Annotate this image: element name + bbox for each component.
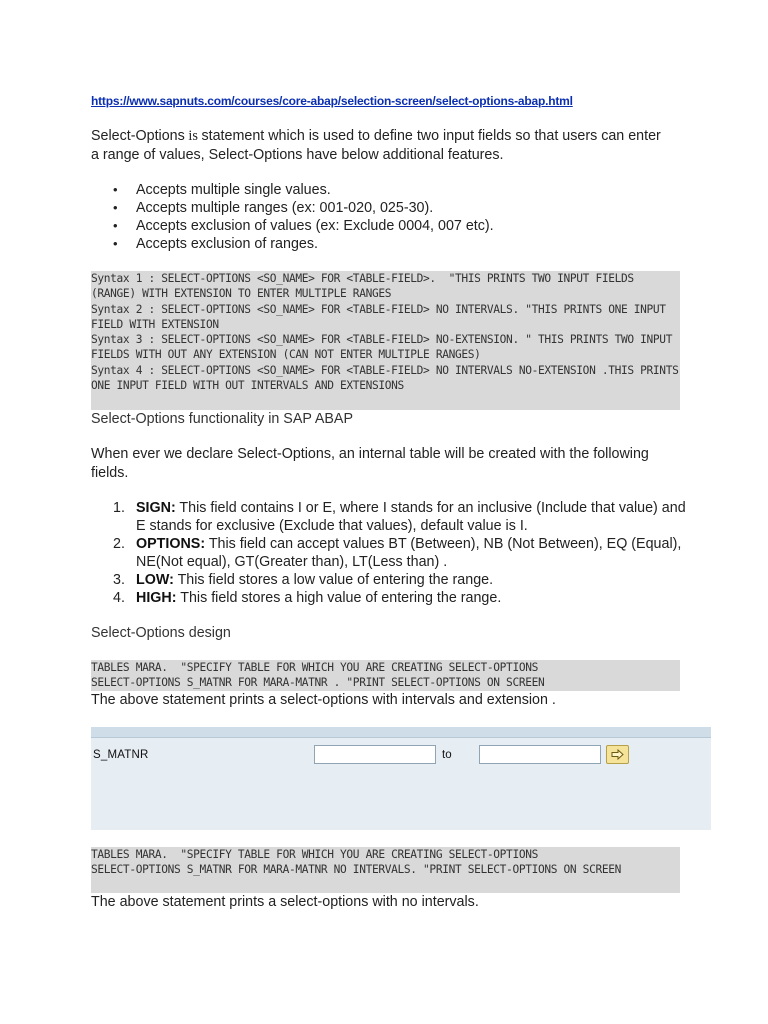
field-desc: This field stores a high value of entering the range. [176,590,502,606]
no-intervals-code-block: TABLES MARA. "SPECIFY TABLE FOR WHICH YOU ARE CREATING SELECT-OPTIONS SELECT-OPTIONS S_MATNR FOR MARA-MATNR NO INTERVALS. "PRINT SELECT-OPTIONS ON SCREEN [91,847,680,893]
fields-list [91,499,696,607]
design-heading: Select-Options design [91,625,231,641]
list-item [136,499,696,535]
intro-part-2: is [184,128,202,144]
sap-selection-screen [91,727,711,830]
sap-screen-topbar [91,727,711,738]
list-item [136,571,696,589]
field-desc: This field stores a low value of entering the range. [173,572,494,588]
source-link[interactable]: https://www.sapnuts.com/courses/core-abap/selection-screen/select-options-abap.html [91,94,573,108]
field-name: OPTIONS: [136,536,206,552]
s-matnr-label: S_MATNR [93,749,149,761]
field-name: SIGN: [136,500,176,516]
list-item: • Accepts exclusion of values (ex: Exclude 0004, 007 etc). [136,217,696,235]
field-name: HIGH: [136,590,177,606]
field-desc: This field contains I or E, where I stands for an inclusive (Include that value) and E stands for exclusive (Exclude that values), default value is I. [136,500,686,534]
high-value-input[interactable] [479,745,601,764]
caption-intervals: The above statement prints a select-options with intervals and extension . [91,692,556,708]
intro-paragraph [91,127,671,165]
whenever-paragraph: When ever we declare Select-Options, an internal table will be created with the following fields. [91,446,649,481]
list-item: • Accepts multiple ranges (ex: 001-020, 025-30). [136,199,696,217]
list-item: • Accepts exclusion of ranges. [136,235,696,253]
multiple-selection-button[interactable] [606,745,629,764]
design-code-block: TABLES MARA. "SPECIFY TABLE FOR WHICH YOU ARE CREATING SELECT-OPTIONS SELECT-OPTIONS S_MATNR FOR MARA-MATNR . "PRINT SELECT-OPTIONS ON SCREEN [91,660,680,691]
arrow-right-icon [611,749,624,760]
to-label: to [442,749,452,761]
intro-part-1: Select-Options [91,128,185,144]
features-list [91,181,696,253]
syntax-code-block: Syntax 1 : SELECT-OPTIONS <SO_NAME> FOR <TABLE-FIELD>. "THIS PRINTS TWO INPUT FIELDS (RANGE) WITH EXTENSION TO ENTER MULTIPLE RANGES Syntax 2 : SELECT-OPTIONS <SO_NAME> FOR <TABLE-FIELD> NO INTERVALS. "THIS PRINTS ONE INPUT FIELD WITH EXTENSION Syntax 3 : SELECT-OPTIONS <SO_NAME> FOR <TABLE-FIELD> NO-EXTENSION. " THIS PRINTS TWO INPUT FIELDS WITH OUT ANY EXTENSION (CAN NOT ENTER MULTIPLE RANGES) Syntax 4 : SELECT-OPTIONS <SO_NAME> FOR <TABLE-FIELD> NO INTERVALS NO-EXTENSION .THIS PRINTS ONE INPUT FIELD WITH OUT INTERVALS AND EXTENSIONS [91,271,680,410]
list-item [136,535,696,571]
list-item [136,589,696,607]
low-value-input[interactable] [314,745,436,764]
list-item: • Accepts multiple single values. [136,181,696,199]
caption-no-intervals: The above statement prints a select-options with no intervals. [91,894,479,910]
field-desc: This field can accept values BT (Between), NB (Not Between), EQ (Equal), NE(Not equal), GT(Greater than), LT(Less than) . [136,536,682,570]
field-name: LOW: [136,572,174,588]
functionality-heading: Select-Options functionality in SAP ABAP [91,411,353,427]
intro-part-3: statement which is used to define two input fields so that users can enter a range of values, Select-Options have below additional features. [91,128,661,163]
